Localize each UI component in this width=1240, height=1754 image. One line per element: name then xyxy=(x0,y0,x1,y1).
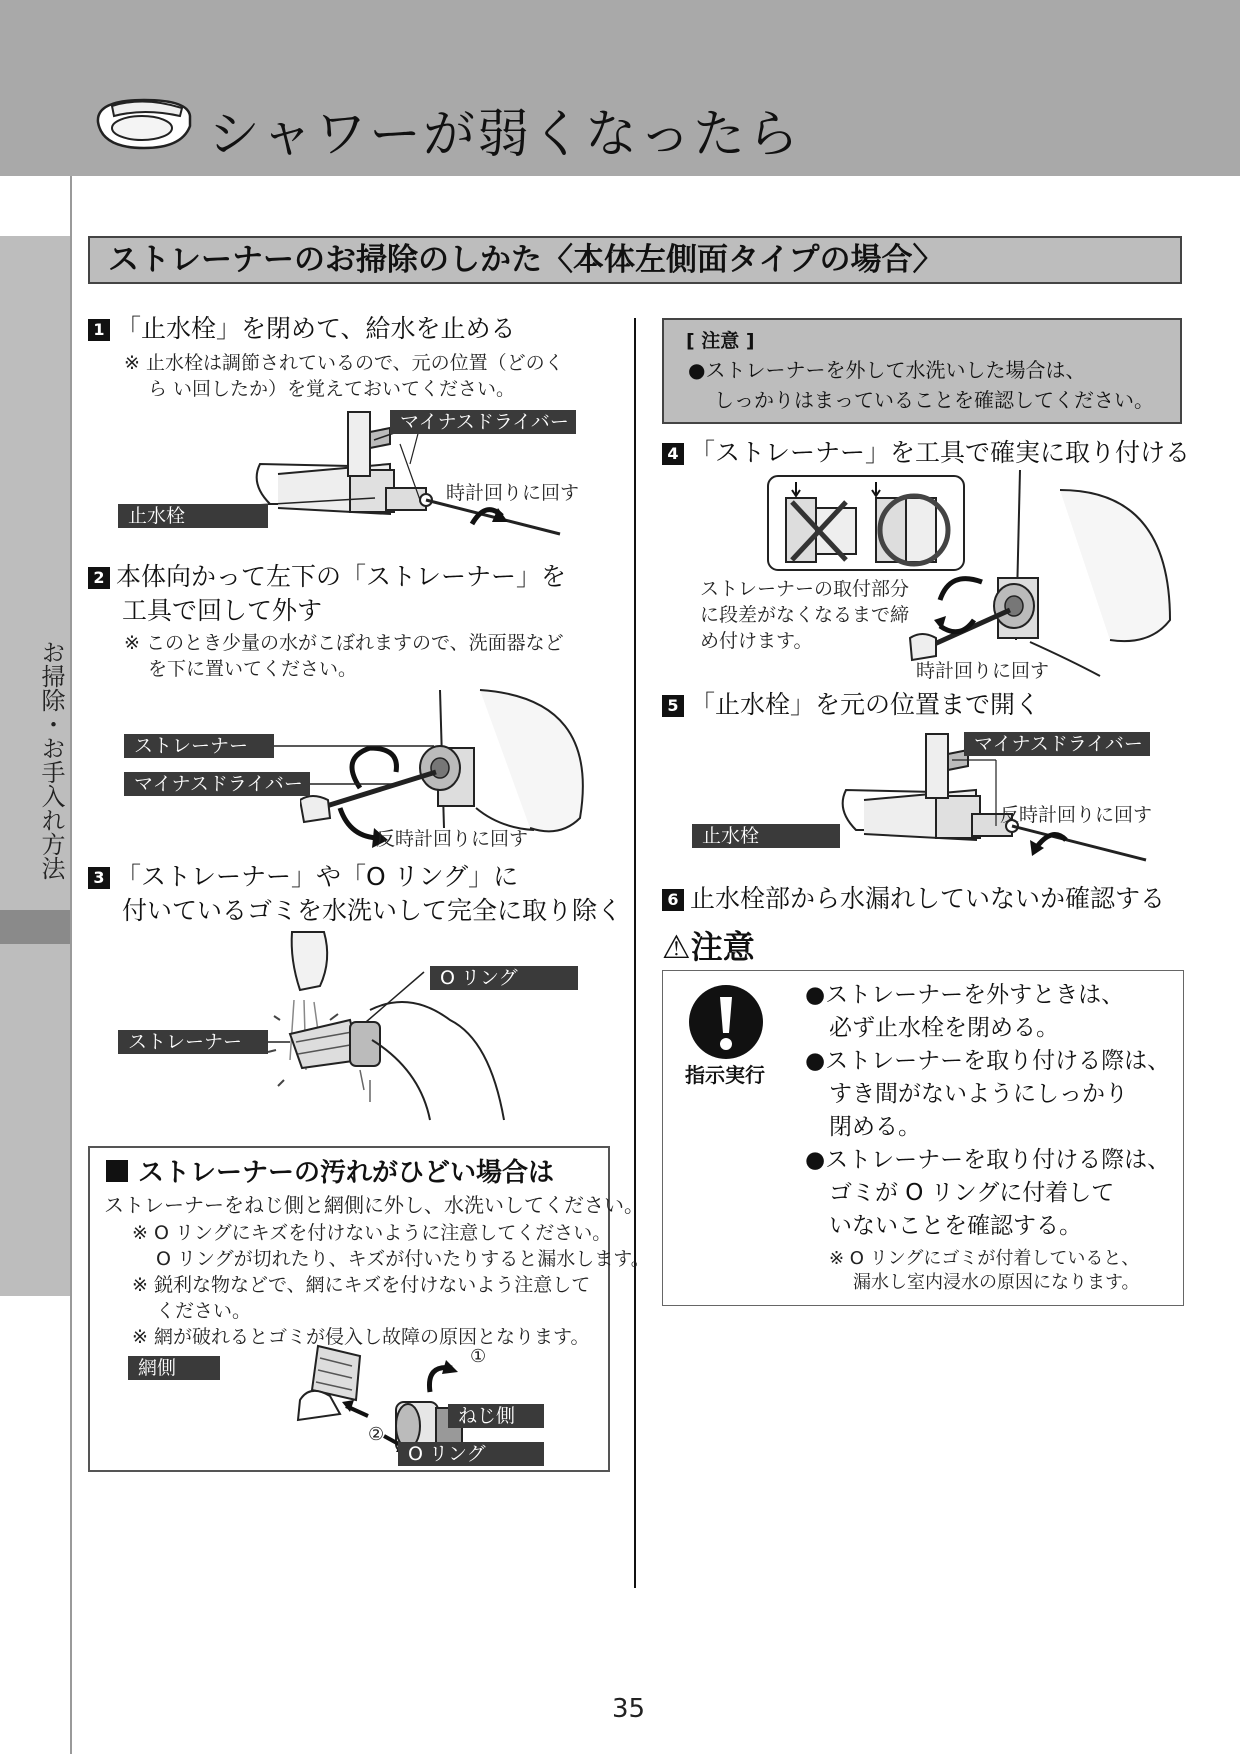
label-mesh: 網側 xyxy=(128,1356,220,1380)
caution-note xyxy=(829,1247,1140,1295)
label-rotate: 時計回りに回す xyxy=(916,660,1050,682)
step-text: 本体向かって左下の「ストレーナー」を xyxy=(116,562,567,591)
caution-item xyxy=(805,1045,1170,1144)
leader-lines xyxy=(274,740,438,790)
step-6 xyxy=(662,882,1165,916)
step-number: 6 xyxy=(662,889,684,911)
label-strainer: ストレーナー xyxy=(118,1030,268,1054)
caution-line: すき間がないようにしっかり xyxy=(829,1081,1128,1107)
label-driver: マイナスドライバー xyxy=(124,772,310,796)
caution-line: ●ストレーナーを取り付ける際は、 xyxy=(805,1048,1171,1074)
step-number: 5 xyxy=(662,695,684,717)
caution-line: ●ストレーナーを取り付ける際は、 xyxy=(805,1147,1171,1173)
desc-line: に段差がなくなるまで締 xyxy=(700,604,910,626)
desc-line: ストレーナーの取付部分 xyxy=(700,578,910,600)
step-4 xyxy=(662,436,1190,470)
dirty-strainer-box xyxy=(88,1146,650,1472)
caution-note-head: [ 注意 ] xyxy=(686,330,755,352)
note-line: ※ 網が破れるとゴミが侵入し故障の原因となります。 xyxy=(132,1326,590,1348)
step-number: 4 xyxy=(662,443,684,465)
circled-1: ① xyxy=(470,1346,487,1367)
label-oring: O リング xyxy=(398,1442,544,1466)
caution-line: ゴミが O リングに付着して xyxy=(829,1180,1115,1206)
label-valve: 止水栓 xyxy=(118,504,268,528)
desc-line: め付けます。 xyxy=(700,630,813,652)
step-number: 1 xyxy=(88,319,110,341)
step-2-note xyxy=(124,630,564,682)
caution-note-box xyxy=(662,318,1182,424)
step-text: 工具で回して外す xyxy=(122,596,323,625)
box-intro: ストレーナーをねじ側と網側に外し、水洗いしてください。 xyxy=(104,1193,644,1217)
circled-2: ② xyxy=(368,1424,385,1445)
caution-list xyxy=(805,979,1170,1243)
note-line: ください。 xyxy=(156,1300,252,1322)
strainer-install-illustration xyxy=(870,470,1190,680)
step-text: 「止水栓」を閉めて、給水を止める xyxy=(116,314,516,343)
page-title: シャワーが弱くなったら xyxy=(208,105,801,165)
label-screw: ねじ側 xyxy=(448,1404,544,1428)
label-rotate: 反時計回りに回す xyxy=(376,828,529,850)
caution-box xyxy=(662,970,1184,1306)
step-text: 「止水栓」を元の位置まで開く xyxy=(690,690,1041,719)
caution-line: ●ストレーナーを外すときは、 xyxy=(805,982,1125,1008)
label-driver: マイナスドライバー xyxy=(964,732,1150,756)
caution-line: 必ず止水栓を閉める。 xyxy=(829,1015,1059,1041)
step-text: 止水栓部から水漏れしていないか確認する xyxy=(690,884,1166,913)
step-3 xyxy=(88,860,622,928)
note-line: ※ 止水栓は調節されているので、元の位置（どのく xyxy=(124,352,564,374)
side-tab-marker xyxy=(0,910,70,944)
caution-line: いないことを確認する。 xyxy=(829,1213,1082,1239)
step-text: 「ストレーナー」を工具で確実に取り付ける xyxy=(690,438,1191,467)
mandatory-action-label: 指示実行 xyxy=(685,1063,765,1087)
page-number: 35 xyxy=(612,1694,646,1724)
caution-note-line: しっかりはまっていることを確認してください。 xyxy=(714,388,1154,412)
washing-illustration xyxy=(260,930,530,1130)
step-text: 付いているゴミを水洗いして完全に取り除く xyxy=(122,896,623,925)
step-number: 2 xyxy=(88,567,110,589)
note-line: O リングが切れたり、キズが付いたりすると漏水します。 xyxy=(156,1248,650,1270)
step-5 xyxy=(662,688,1040,722)
note-line: を下に置いてください。 xyxy=(148,658,358,680)
box-title xyxy=(106,1152,554,1189)
label-oring: O リング xyxy=(430,966,578,990)
step-4-desc xyxy=(700,576,909,654)
step-1-note xyxy=(124,350,564,402)
label-valve: 止水栓 xyxy=(692,824,840,848)
toilet-seat-icon xyxy=(92,92,196,154)
mandatory-action-icon xyxy=(687,983,765,1061)
step-number: 3 xyxy=(88,867,110,889)
label-driver: マイナスドライバー xyxy=(390,410,576,434)
box-title-text: ストレーナーの汚れがひどい場合は xyxy=(138,1158,555,1188)
step-text: 「ストレーナー」や「O リング」に xyxy=(116,862,519,891)
caution-note-line: ●ストレーナーを外して水洗いした場合は、 xyxy=(688,358,1086,382)
square-bullet-icon xyxy=(106,1160,128,1182)
note-line: ※ このとき少量の水がこぼれますので、洗面器など xyxy=(124,632,564,654)
caution-line: 閉める。 xyxy=(829,1114,921,1140)
box-notes xyxy=(132,1220,650,1350)
label-strainer: ストレーナー xyxy=(124,734,274,758)
label-rotate: 時計回りに回す xyxy=(446,482,580,504)
left-rule xyxy=(70,176,72,1754)
section-title: ストレーナーのお掃除のしかた〈本体左側面タイプの場合〉 xyxy=(88,236,1182,284)
step-1 xyxy=(88,312,516,346)
caution-item xyxy=(805,1144,1170,1243)
side-tab-label: お掃除・お手入れ方法 xyxy=(37,640,65,880)
note-line: ※ 鋭利な物などで、網にキズを付けないよう注意して xyxy=(132,1274,591,1296)
step-2 xyxy=(88,560,566,628)
note-line: ら い回したか）を覚えておいてください。 xyxy=(148,378,516,400)
caution-item xyxy=(805,979,1170,1045)
column-divider xyxy=(634,318,636,1588)
caution-title: ⚠注意 xyxy=(662,928,755,966)
caution-note-line: ※ O リングにゴミが付着していると、 xyxy=(829,1248,1140,1269)
note-line: ※ O リングにキズを付けないように注意してください。 xyxy=(132,1222,612,1244)
label-rotate: 反時計回りに回す xyxy=(1000,804,1153,826)
caution-note-line: 漏水し室内浸水の原因になります。 xyxy=(853,1272,1140,1293)
